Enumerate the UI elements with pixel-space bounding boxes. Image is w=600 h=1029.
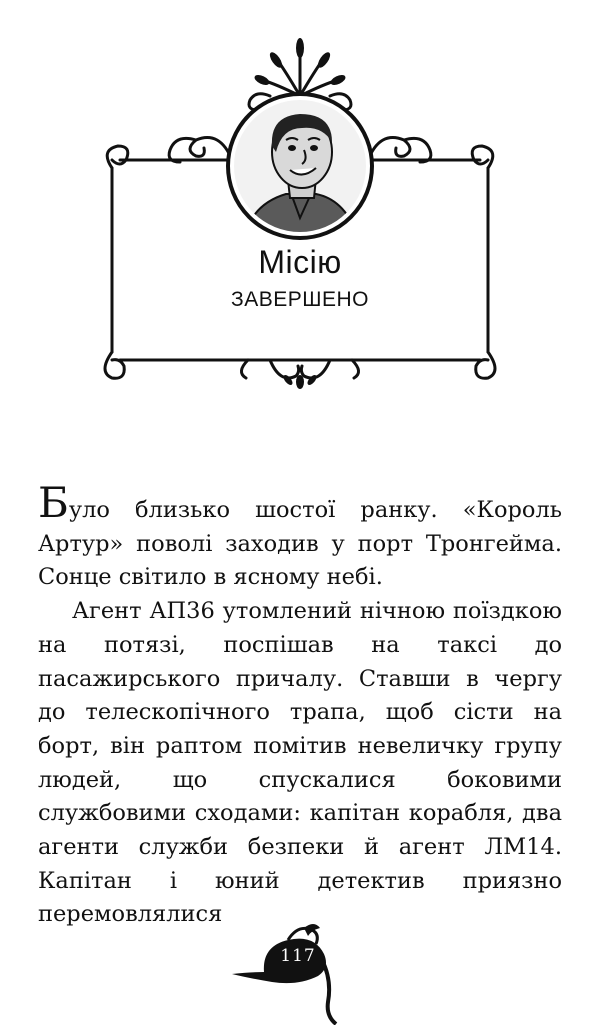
paragraph-1-text: уло близько шостої ранку. «Король Артур» поволі заходив у порт Тронгейма. Сонце світило в ясному небі.	[38, 497, 562, 591]
chapter-subtitle: ЗАВЕРШЕНО	[231, 288, 369, 311]
dropcap: Б	[38, 478, 69, 527]
chapter-title: Місію	[258, 244, 342, 280]
paragraph-1	[38, 478, 562, 595]
body-text	[38, 478, 562, 932]
detective-portrait	[234, 96, 366, 238]
page-number: 117	[280, 946, 316, 966]
hat-shadow-icon	[228, 920, 378, 1025]
detective-portrait-icon	[234, 96, 366, 238]
page-footer-ornament	[228, 920, 378, 1025]
paragraph-2: Агент АП36 утомлений нічною поїздкою на потязі, поспішав на таксі до пасажирського причалу. Ставши в чергу до телескопічного трапа, щоб сісти на борт, він раптом помітив невеличку групу людей, що спускалися боковими службовими сходами: капітан корабля, два агенти служби безпеки й агент ЛМ14. Капітан і юний детектив приязно перемовлялися	[38, 598, 562, 928]
